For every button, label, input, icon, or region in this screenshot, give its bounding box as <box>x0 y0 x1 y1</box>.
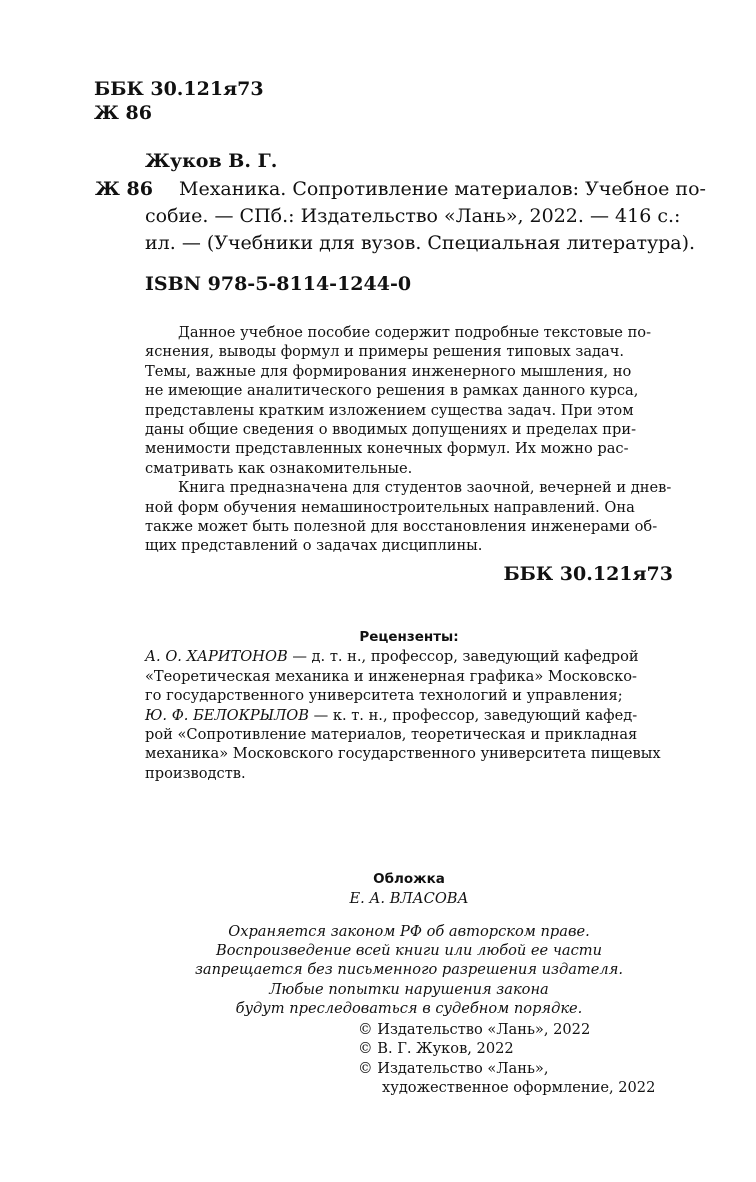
legal-line: будут преследоваться в судебном порядке. <box>235 999 583 1017</box>
reviewers <box>145 628 673 783</box>
reviewer-text: — д. т. н., профессор, заведующий кафедрой <box>287 648 639 666</box>
bib-line <box>95 176 706 203</box>
legal-line: Воспроизведение всей книги или любой ее части <box>215 942 603 960</box>
annotation-line: щих представлений о задачах дисциплины. <box>145 537 483 555</box>
reviewer-line: рой «Сопротивление материалов, теоретическая и прикладная <box>145 726 638 744</box>
copyright-line: © Издательство «Лань», 2022 <box>358 1021 591 1038</box>
cover-credit <box>145 870 673 908</box>
legal-notice <box>145 922 673 1018</box>
annotation-line: Темы, важные для формирования инженерного мышления, но <box>145 362 632 380</box>
legal-line: Охраняется законом РФ об авторском праве. <box>228 923 590 940</box>
reviewer-line: го государственного университета технологий и управления; <box>145 687 623 705</box>
annotation-line: Книга предназначена для студентов заочной, вечерней и днев- <box>178 479 672 497</box>
copyright-line: художественное оформление, 2022 <box>382 1079 656 1097</box>
annotation-line: также может быть полезной для восстановления инженерами об- <box>145 518 658 536</box>
annotation-line: менимости представленных конечных формул. Их можно рас- <box>145 440 629 458</box>
annotation-line: яснения, выводы формул и примеры решения типовых задач. <box>145 343 625 361</box>
bbk-code-bottom: ББК 30.121я73 <box>503 563 673 585</box>
reviewer-text: — к. т. н., профессор, заведующий кафед- <box>308 706 638 724</box>
catalog-codes <box>94 77 264 125</box>
annotation-line: представлены кратким изложением существа задач. При этом <box>145 401 634 419</box>
annotation-line: даны общие сведения о вводимых допущениях и пределах при- <box>145 421 637 439</box>
annotation-line: ной форм обучения немашиностроительных направлений. Она <box>145 498 635 516</box>
cover-designer: Е. А. ВЛАСОВА <box>349 890 469 907</box>
reviewer-name: Ю. Ф. БЕЛОКРЫЛОВ <box>145 706 309 724</box>
copyright-line: © В. Г. Жуков, 2022 <box>358 1040 514 1058</box>
isbn: ISBN 978-5-8114-1244-0 <box>145 273 412 295</box>
author-mark: Ж 86 <box>94 102 152 124</box>
copyright-line: © Издательство «Лань», <box>358 1059 549 1077</box>
reviewers-title: Рецензенты: <box>359 629 459 645</box>
bib-line: собие. — СПб.: Издательство «Лань», 2022. — 416 с.: <box>145 205 681 227</box>
legal-line: запрещается без письменного разрешения издателя. <box>194 961 624 979</box>
bib-line: ил. — (Учебники для вузов. Специальная литература). <box>145 232 696 254</box>
bib-line-text: Механика. Сопротивление материалов: Учебное по- <box>179 178 706 200</box>
annotation-line: Данное учебное пособие содержит подробные текстовые по- <box>178 324 652 341</box>
author-name: Жуков В. Г. <box>145 150 278 172</box>
bibliographic-description <box>95 176 706 257</box>
reviewer-line <box>145 647 673 666</box>
reviewer-line: производств. <box>145 764 246 782</box>
legal-line: Любые попытки нарушения закона <box>269 980 549 998</box>
annotation <box>145 323 673 556</box>
bbk-code: ББК 30.121я73 <box>94 78 264 100</box>
reviewer-line <box>145 706 673 725</box>
annotation-line: сматривать как ознакомительные. <box>145 459 413 477</box>
reviewer-line: механика» Московского государственного университета пищевых <box>145 745 661 763</box>
copyright-notices <box>358 1020 655 1098</box>
reviewer-line: «Теоретическая механика и инженерная графика» Московско- <box>145 667 637 685</box>
reviewer-name: А. О. ХАРИТОНОВ <box>145 648 288 666</box>
cover-title: Обложка <box>373 871 445 887</box>
bib-author-mark: Ж 86 <box>95 178 153 200</box>
annotation-line: не имеющие аналитического решения в рамках данного курса, <box>145 382 639 400</box>
